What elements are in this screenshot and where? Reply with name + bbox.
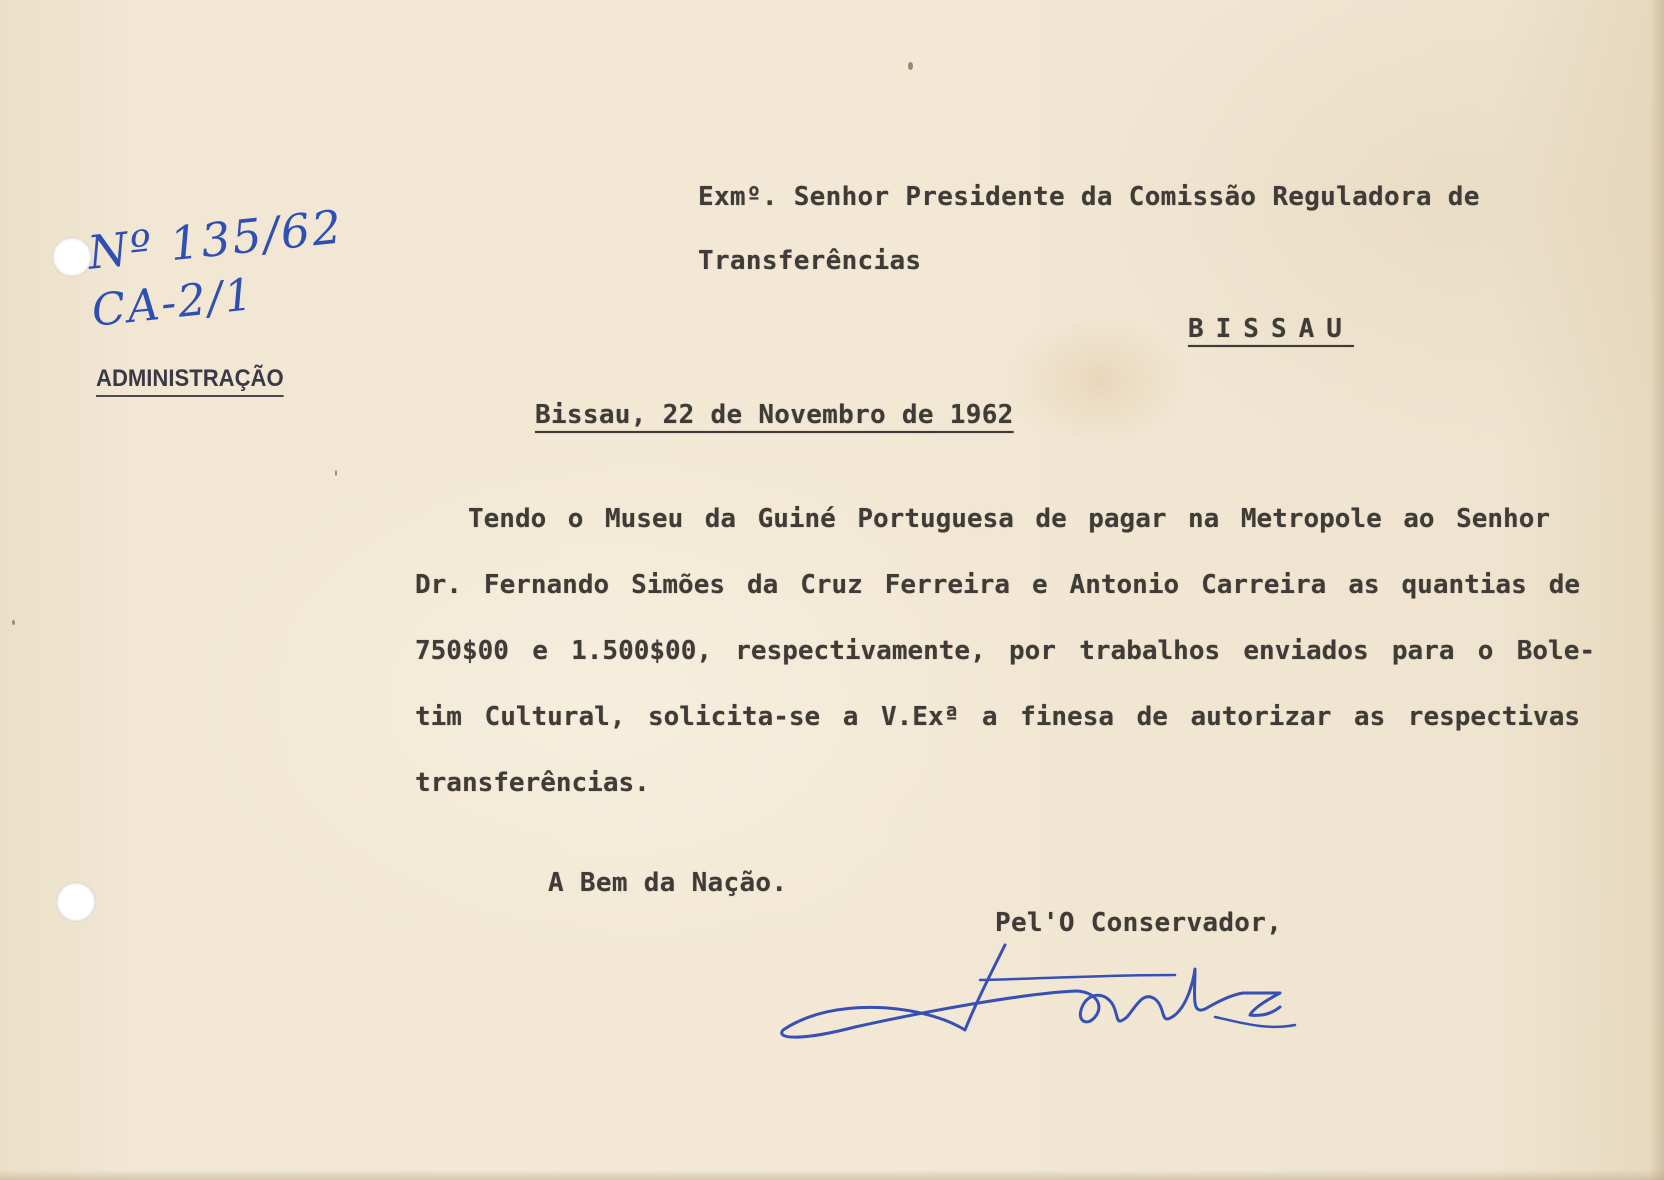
handwritten-file-number: Nº 135/62 <box>85 199 346 280</box>
handwritten-signature <box>775 935 1315 1045</box>
addressee-line-2: Transferências <box>698 246 922 276</box>
body-line-5: transferências. <box>415 768 650 798</box>
handwritten-classification: CA-2/1 <box>89 269 257 337</box>
body-line-3: 750$00 e 1.500$00, respectivamente, por trabalhos enviados para o Bole- <box>415 636 1595 666</box>
date-line: Bissau, 22 de Novembro de 1962 <box>535 400 1014 430</box>
signature-main-stroke <box>782 945 1280 1037</box>
punch-hole-bottom <box>56 882 96 922</box>
city-heading: BISSAU <box>1188 314 1354 344</box>
body-line-2: Dr. Fernando Simões da Cruz Ferreira e Antonio Carreira as quantias de <box>415 570 1580 600</box>
paper-speck <box>12 620 15 625</box>
body-line-4: tim Cultural, solicita-se a V.Exª a finesa de autorizar as respectivas <box>415 702 1580 732</box>
paper-speck <box>908 62 913 70</box>
paper-edge-shadow-bottom <box>0 1170 1664 1180</box>
signature-cross-stroke <box>980 975 1175 980</box>
closing-salutation: A Bem da Nação. <box>548 868 788 898</box>
paper-speck <box>335 470 337 476</box>
body-line-1: Tendo o Museu da Guiné Portuguesa de pagar na Metropole ao Senhor <box>468 504 1550 534</box>
addressee-line-1: Exmº. Senhor Presidente da Comissão Reguladora de <box>698 182 1480 212</box>
signatory-title: Pel'O Conservador, <box>995 908 1283 938</box>
signature-tail-stroke <box>1215 1017 1295 1027</box>
department-stamp: ADMINISTRAÇÃO <box>96 365 284 397</box>
paper-edge-shadow-right <box>1650 0 1664 1180</box>
